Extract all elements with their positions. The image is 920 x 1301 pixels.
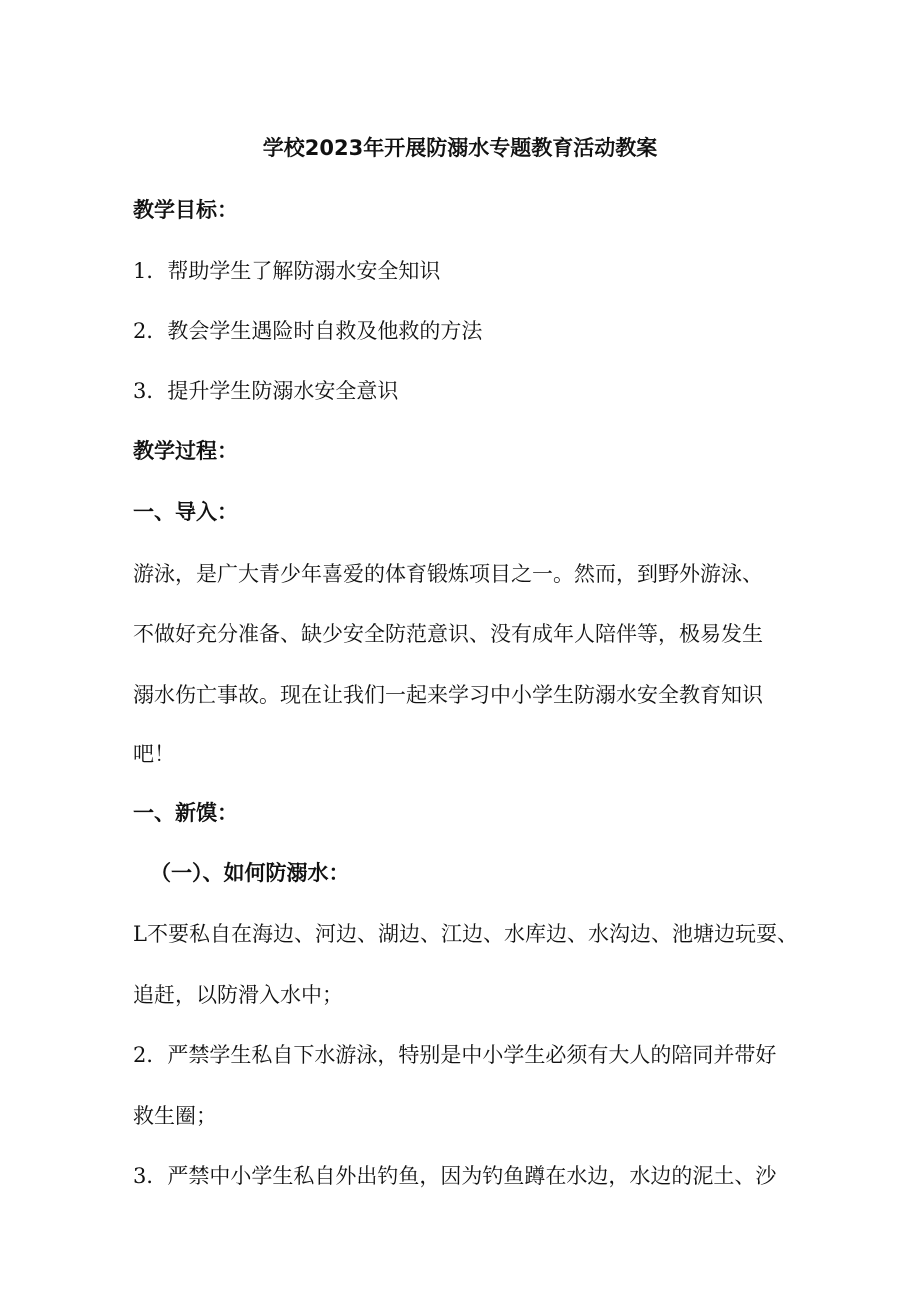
rule-2-line: 救生圈； (133, 1104, 217, 1128)
intro-paragraph-line: 不做好充分准备、缺少安全防范意识、没有成年人陪伴等，极易发生 (133, 622, 763, 646)
goal-item-3: 3．提升学生防溺水安全意识 (133, 379, 399, 403)
intro-paragraph-line: 溺水伤亡事故。现在让我们一起来学习中小学生防溺水安全教育知识 (133, 683, 763, 707)
intro-paragraph-line: 吧！ (133, 742, 175, 766)
goal-item-1: 1．帮助学生了解防溺水安全知识 (133, 259, 441, 283)
goals-heading: 教学目标： (133, 198, 238, 222)
document-title: 学校2023年开展防溺水专题教育活动教案 (262, 136, 658, 160)
intro-paragraph-line: 游泳，是广大青少年喜爱的体育锻炼项目之一。然而，到野外游泳、 (133, 562, 763, 586)
sub-heading: （一）、如何防溺水： (150, 861, 350, 885)
new-heading: 一、新馍： (133, 801, 238, 825)
process-heading: 教学过程： (133, 439, 238, 463)
goal-item-2: 2．教会学生遇险时自救及他救的方法 (133, 319, 483, 343)
intro-heading: 一、导入： (133, 500, 238, 524)
rule-3-line: 3．严禁中小学生私自外出钓鱼，因为钓鱼蹲在水边，水边的泥土、沙 (133, 1164, 777, 1188)
rule-2-line: 2．严禁学生私自下水游泳，特别是中小学生必须有大人的陪同并带好 (133, 1043, 777, 1067)
rule-1-line: 追赶，以防滑入水中； (133, 983, 343, 1007)
rule-1-line: L不要私自在海边、河边、湖边、江边、水库边、水沟边、池塘边玩耍、 (133, 922, 798, 946)
